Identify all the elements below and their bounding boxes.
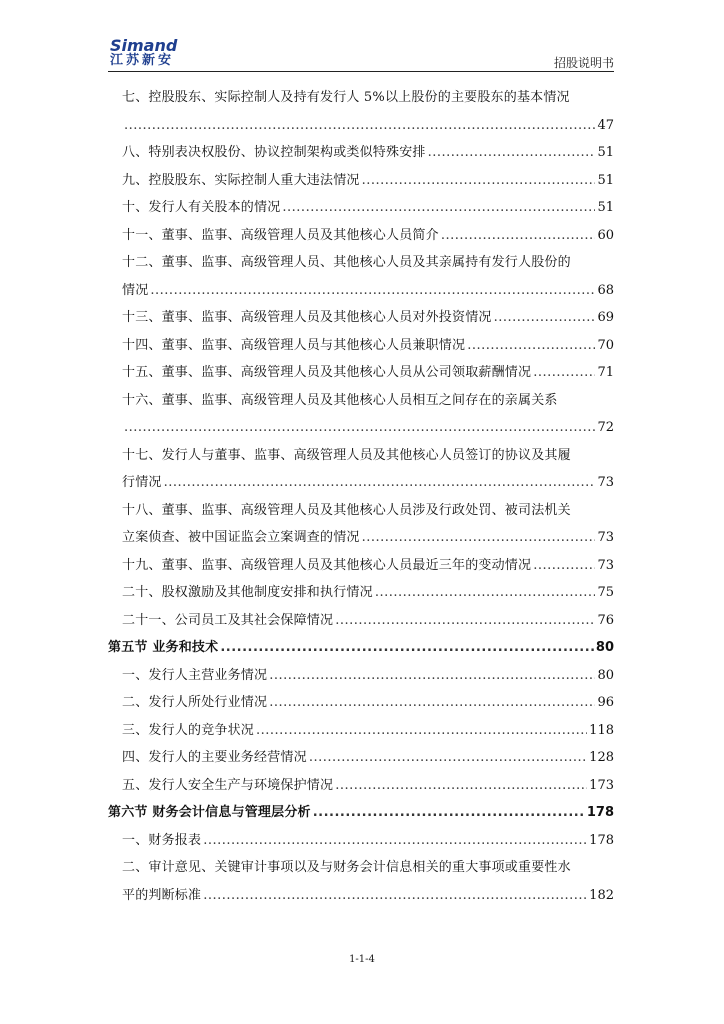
toc-entry-line: [122, 744, 614, 772]
toc-entry[interactable]: [122, 662, 614, 690]
toc-page-number: 178: [589, 832, 614, 848]
toc-entry-title-line1: 十七、发行人与董事、监事、高级管理人员及其他核心人员签订的协议及其履: [122, 447, 571, 463]
toc-page-number: 73: [597, 475, 614, 490]
toc-entry[interactable]: [122, 744, 614, 772]
toc-entry-title: 二、发行人所处行业情况: [122, 695, 268, 710]
toc-entry-title: 平的判断标准: [122, 887, 202, 903]
logo-chinese-text: 江苏新安: [110, 53, 175, 68]
toc-entry-line: [122, 277, 614, 305]
company-logo: [108, 38, 188, 70]
table-of-contents: [108, 84, 614, 909]
toc-entry[interactable]: [122, 827, 614, 855]
toc-page-number: 51: [597, 145, 614, 160]
toc-entry-title: 立案侦查、被中国证监会立案调查的情况: [122, 530, 360, 545]
toc-entry-line: [122, 662, 614, 690]
toc-entry[interactable]: [122, 607, 614, 635]
toc-entry[interactable]: [122, 552, 614, 580]
toc-entry-line: [122, 414, 614, 442]
toc-page-number: 75: [597, 585, 614, 600]
toc-entry-line: [122, 524, 614, 552]
toc-section-heading[interactable]: [108, 634, 614, 662]
toc-page-number: 51: [597, 200, 614, 215]
toc-entry[interactable]: [122, 854, 614, 909]
toc-entry-title: 九、控股股东、实际控制人重大违法情况: [122, 172, 360, 188]
toc-entry-title: 一、发行人主营业务情况: [122, 667, 268, 683]
toc-page-number: 51: [597, 172, 614, 188]
dot-leader: [467, 332, 595, 360]
toc-page-number: 80: [595, 640, 614, 655]
toc-entry-line: [122, 607, 614, 635]
toc-entry[interactable]: [122, 332, 614, 360]
dot-leader: [282, 194, 595, 222]
dot-leader: [375, 579, 596, 607]
dot-leader: [203, 882, 587, 910]
toc-page-number: 70: [597, 337, 614, 353]
toc-entry[interactable]: [122, 387, 614, 442]
toc-entry-title: 十四、董事、监事、高级管理人员与其他核心人员兼职情况: [122, 337, 466, 353]
dot-leader: [269, 662, 595, 690]
toc-page-number: 72: [597, 420, 614, 435]
toc-entry-line: [122, 222, 614, 250]
toc-entry[interactable]: [122, 359, 614, 387]
toc-entry-title-line1: 二、审计意见、关键审计事项以及与财务会计信息相关的重大事项或重要性水: [122, 860, 571, 875]
toc-entry-line: [122, 827, 614, 855]
toc-entry-line: [122, 332, 614, 360]
toc-entry-title: 二十一、公司员工及其社会保障情况: [122, 612, 334, 628]
toc-entry-title: 行情况: [122, 475, 162, 490]
toc-entry-line: [122, 579, 614, 607]
toc-section-heading[interactable]: [108, 799, 614, 827]
logo-english-text: Simand: [110, 36, 178, 55]
toc-entry-line: [122, 112, 614, 140]
toc-page-number: 182: [589, 887, 614, 903]
toc-entry-title: 十一、董事、监事、高级管理人员及其他核心人员简介: [122, 227, 439, 243]
dot-leader: [335, 772, 587, 800]
toc-entry-title: 二十、股权激励及其他制度安排和执行情况: [122, 585, 373, 600]
toc-entry-line: [108, 799, 614, 827]
toc-page-number: 60: [597, 227, 614, 243]
toc-entry-title: 三、发行人的竞争状况: [122, 722, 255, 738]
toc-entry[interactable]: [122, 717, 614, 745]
document-title: 招股说明书: [553, 56, 614, 70]
dot-leader: [441, 222, 596, 250]
dot-leader: [309, 744, 587, 772]
toc-page-number: 118: [589, 722, 614, 738]
toc-page-number: 173: [589, 777, 614, 793]
dot-leader: [150, 277, 595, 305]
toc-entry-line: [122, 772, 614, 800]
dot-leader: [362, 167, 596, 195]
toc-entry-title: 四、发行人的主要业务经营情况: [122, 750, 307, 765]
toc-entry-line: [122, 139, 614, 167]
toc-entry[interactable]: [122, 304, 614, 332]
toc-entry-title: 五、发行人安全生产与环境保护情况: [122, 777, 334, 793]
toc-entry[interactable]: [122, 579, 614, 607]
page-header: [108, 38, 614, 72]
page-number: 1-1-4: [349, 954, 375, 965]
toc-entry-title: 第五节 业务和技术: [108, 640, 219, 655]
toc-page-number: 73: [597, 557, 614, 573]
toc-entry[interactable]: [122, 139, 614, 167]
toc-entry[interactable]: [122, 249, 614, 304]
dot-leader: [428, 139, 596, 167]
toc-entry-line: [122, 552, 614, 580]
toc-entry-line: [122, 689, 614, 717]
toc-page-number: 128: [589, 750, 614, 765]
toc-entry-title: 十九、董事、监事、高级管理人员及其他核心人员最近三年的变动情况: [122, 557, 532, 573]
dot-leader: [203, 827, 587, 855]
dot-leader: [362, 524, 596, 552]
dot-leader: [124, 414, 595, 442]
dot-leader: [269, 689, 595, 717]
toc-entry-line: [122, 194, 614, 222]
toc-entry-title-line1: 七、控股股东、实际控制人及持有发行人 5%以上股份的主要股东的基本情况: [122, 90, 570, 105]
toc-entry-title: 八、特别表决权股份、协议控制架构或类似特殊安排: [122, 145, 426, 160]
toc-entry-line: [122, 167, 614, 195]
toc-entry-title: 第六节 财务会计信息与管理层分析: [108, 805, 311, 820]
dot-leader: [256, 717, 587, 745]
toc-page-number: 96: [597, 695, 614, 710]
toc-entry-title-line1: 十二、董事、监事、高级管理人员、其他核心人员及其亲属持有发行人股份的: [122, 255, 571, 270]
toc-entry[interactable]: [122, 84, 614, 139]
toc-entry-line: [108, 634, 614, 662]
toc-entry-title-line1: 十八、董事、监事、高级管理人员及其他核心人员涉及行政处罚、被司法机关: [122, 502, 571, 518]
toc-entry-title: 十、发行人有关股本的情况: [122, 200, 281, 215]
dot-leader: [533, 359, 595, 387]
toc-page-number: 76: [597, 612, 614, 628]
toc-entry[interactable]: [122, 222, 614, 250]
toc-entry-line: [122, 469, 614, 497]
toc-entry[interactable]: [122, 772, 614, 800]
dot-leader: [164, 469, 596, 497]
toc-entry[interactable]: [122, 194, 614, 222]
dot-leader: [494, 304, 596, 332]
toc-entry[interactable]: [122, 167, 614, 195]
dot-leader: [124, 112, 595, 140]
toc-entry-line: [122, 304, 614, 332]
toc-entry[interactable]: [122, 689, 614, 717]
toc-page-number: 47: [597, 117, 614, 133]
dot-leader: [335, 607, 595, 635]
toc-page-number: 69: [597, 310, 614, 325]
toc-page-number: 80: [597, 667, 614, 683]
toc-page-number: 68: [597, 282, 614, 298]
toc-entry-title: 十五、董事、监事、高级管理人员及其他核心人员从公司领取薪酬情况: [122, 365, 532, 380]
dot-leader: [533, 552, 595, 580]
toc-page-number: 71: [597, 365, 614, 380]
toc-entry[interactable]: [122, 442, 614, 497]
toc-entry-title-line1: 十六、董事、监事、高级管理人员及其他核心人员相互之间存在的亲属关系: [122, 392, 558, 408]
dot-leader: [313, 799, 585, 827]
toc-page-number: 73: [597, 530, 614, 545]
dot-leader: [220, 634, 594, 662]
toc-entry-title: 一、财务报表: [122, 832, 202, 848]
toc-entry[interactable]: [122, 497, 614, 552]
toc-entry-line: [122, 882, 614, 910]
toc-page-number: 178: [586, 805, 614, 820]
toc-entry-line: [122, 359, 614, 387]
toc-entry-title: 情况: [122, 282, 149, 298]
toc-entry-title: 十三、董事、监事、高级管理人员及其他核心人员对外投资情况: [122, 310, 492, 325]
toc-entry-line: [122, 717, 614, 745]
